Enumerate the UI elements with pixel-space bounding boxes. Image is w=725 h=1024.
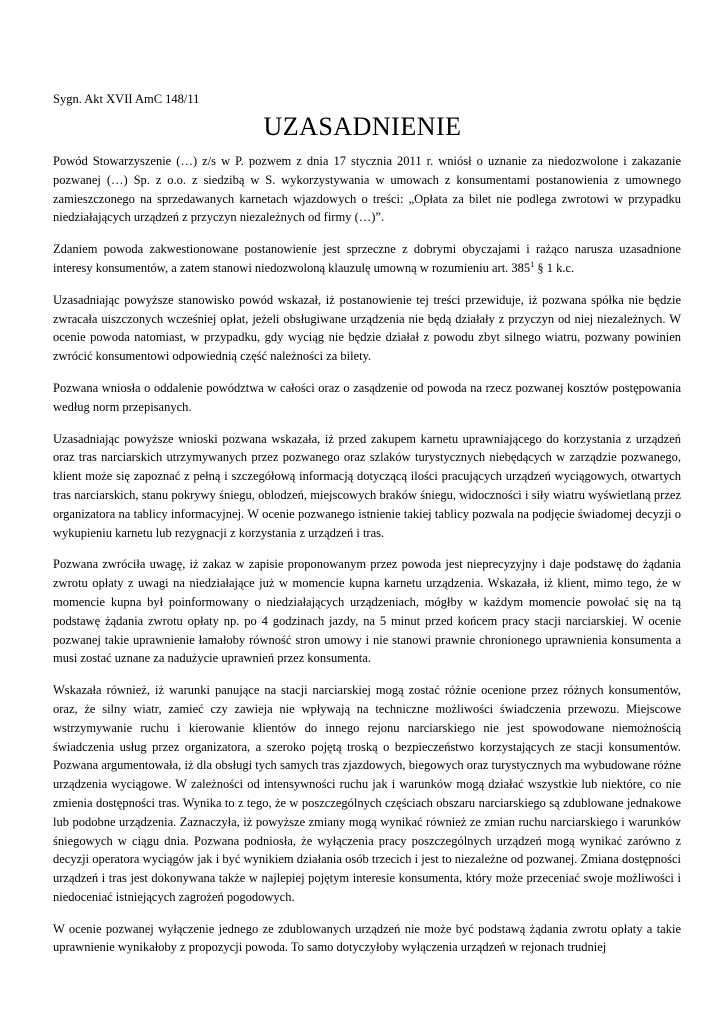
case-number: Sygn. Akt XVII AmC 148/11 xyxy=(53,92,200,106)
paragraph: Powód Stowarzyszenie (…) z/s w P. pozwem z dnia 17 stycznia 2011 r. wniósł o uznanie za niedozwolone i zakazanie pozwanej (…) Sp. z o.o. z siedzibą w S. wykorzystywania w umowach z konsumentami postanowienia z umownego zamieszczonego na sprzedawanych karnetach wjazdowych o treści: „Opłata za bilet nie podlega zwrotowi w przypadku niedziałających urządzeń z przyczyn niezależnych od firmy (…)”. xyxy=(53,154,681,225)
paragraph: Pozwana zwróciła uwagę, iż zakaz w zapisie proponowanym przez powoda jest nieprecyzyjny i daje podstawę do żądania zwrotu opłaty z uwagi na niedziałające już w momencie kupna karnetu urządzenia. Wskazała, iż klient, mimo tego, że w momencie kupna był poinformowany o niedziałających urządzeniach, mógłby w każdym momencie powołać się na tą podstawę żądania zwrotu opłaty np. po 4 godzinach jazdy, na 5 minut przed końcem pracy stacji narciarskiej. W ocenie pozwanej takie uprawnienie łamałoby równość stron umowy i nie stanowi prawnie chronionego uprawnienia konsumenta a musi zostać uznane za nadużycie uprawnień przez konsumenta. xyxy=(53,557,681,666)
paragraph: Pozwana wniosła o oddalenie powództwa w całości oraz o zasądzenie od powoda na rzecz pozwanej kosztów postępowania według norm przepisanych. xyxy=(53,380,681,414)
paragraph-claim: Zdaniem powoda zakwestionowane postanowienie jest sprzeczne z dobrymi obyczajami i rażąco narusza uzasadnione interesy konsumentów, a zatem stanowi niedozwoloną klauzulę umowną w rozumieniu art. $385^1$ § 1 k.c. xyxy=(53,242,681,275)
paragraph: W ocenie pozwanej wyłączenie jednego ze zdublowanych urządzeń nie może być podstawą żądania zwrotu opłaty a takie uprawnienie wynikałoby z propozycji powoda. To samo dotyczyłoby wyłączenia urządzeń w rejonach trudniej xyxy=(53,921,681,955)
document-body xyxy=(53,152,681,970)
paragraph: Wskazała również, iż warunki panujące na stacji narciarskiej mogą zostać różnie ocenione przez różnych konsumentów, oraz, że silny wiatr, zamieć czy zawieja nie wpływają na techniczne możliwości świadczenia przewozu. Miejscowe wstrzymywanie ruchu i kierowanie klientów do innego rejonu narciarskiego nie jest spowodowane niemożnością świadczenia usług przez organizatora, a szeroko pojętą troską o bezpieczeństwo korzystających ze stacji konsumentów. Pozwana argumentowała, iż dla obsługi tych samych tras zjazdowych, biegowych oraz turystycznych ma wybudowane różne urządzenia wyciągowe. W zależności od intensywności ruchu jak i warunków mogą działać wszystkie lub niektóre, co nie zmienia dostępności tras. Wynika to z tego, że w poszczególnych częściach obszaru narciarskiego są zdublowane jednakowe lub podobne urządzenia. Zaznaczyła, iż powyższe zmiany mogą wynikać również ze zmian ruchu narciarskiego i warunków śniegowych w ciągu dnia. Pozwana podniosła, że wyłączenia pracy poszczególnych urządzeń mogą wynikać zarówno z decyzji operatora wyciągów jak i być wynikiem działania osób trzecich i jest to niezależne od pozwanej. Zmiana dostępności urządzeń i tras jest dokonywana także w najlepiej pojętym interesie konsumenta, który może przeceniać swoje możliwości i niedoceniać istniejących zagrożeń pogodowych. xyxy=(53,683,681,904)
paragraph: Uzasadniając powyższe wnioski pozwana wskazała, iż przed zakupem karnetu uprawniającego do korzystania z urządzeń oraz tras narciarskich utrzymywanych przez pozwanego oraz szlaków turystycznych niebędących w zarządzie pozwanego, klient może się zapoznać z pełną i szczegółową informacją dotyczącą ilości pracujących urządzeń wyciągowych, otwartych tras narciarskich, stanu pokrywy śniegu, oblodzeń, miejscowych braków śniegu, widoczności i siły wiatru wyświetlaną przez organizatora na tablicy informacyjnej. W ocenie pozwanego istnienie takiej tablicy pozwala na podjęcie świadomej decyzji o wykupieniu karnetu lub rezygnacji z korzystania z urządzeń i tras. xyxy=(53,431,681,540)
document-title: UZASADNIENIE xyxy=(263,112,462,141)
article-superscript: 1 xyxy=(530,259,535,269)
paragraph: Uzasadniając powyższe stanowisko powód wskazał, iż postanowienie tej treści przewiduje, iż pozwana spółka nie będzie zwracała uiszczonych wcześniej opłat, jeżeli obsługiwane urządzenia nie będą działały z przyczyn od niej niezależnych. W ocenie powoda natomiast, w przypadku, gdy wyciąg nie będzie działał z powodu zbyt silnego wiatru, pozwany powinien zwrócić konsumentowi odpowiednią część należności za bilety. xyxy=(53,292,681,364)
